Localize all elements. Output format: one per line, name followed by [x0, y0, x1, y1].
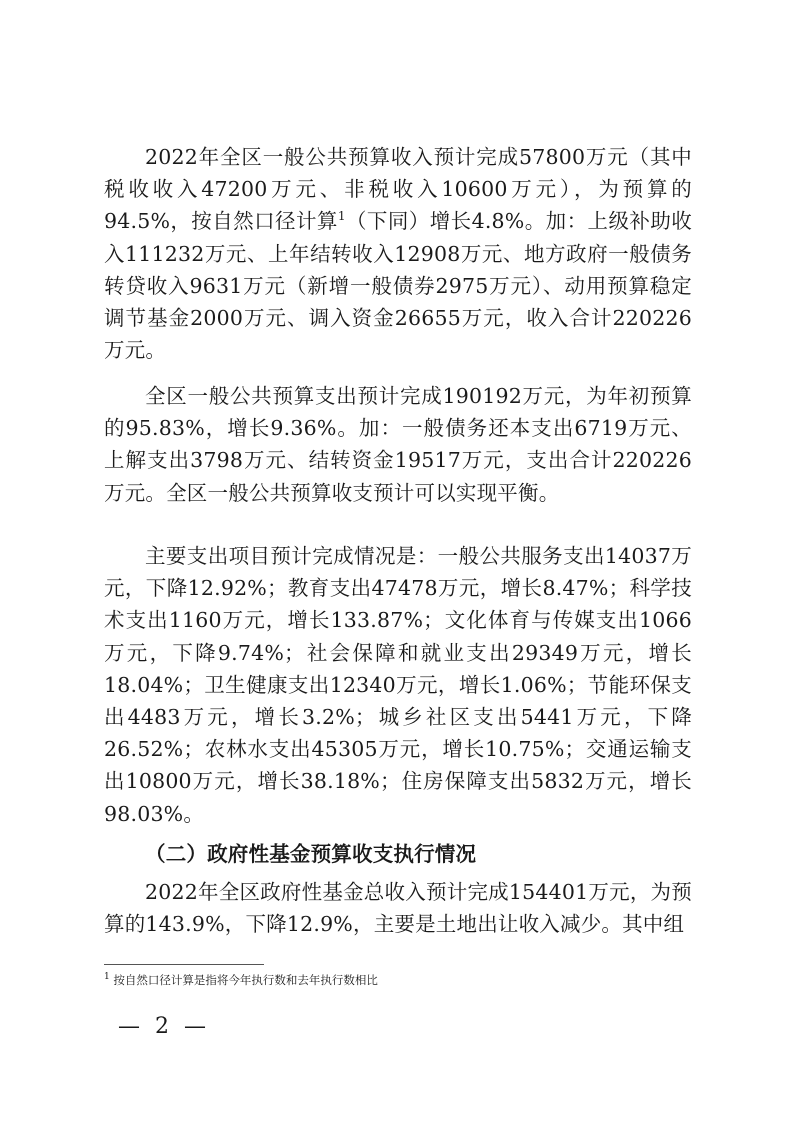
- paragraph-text-continued: （下同）增长4.8%。加：上级补助收入111232万元、上年结转收入12908万元、地方政府一般债务转贷收入9631万元（新增一般债券2975万元）、动用预算稳定调节基金2000万元、调入资金26655万元，收入合计220226万元。: [104, 209, 692, 363]
- footnote-separator: [104, 964, 264, 965]
- footnote-reference[interactable]: 1: [337, 209, 346, 224]
- page-number: — 2 —: [118, 1014, 210, 1039]
- paragraph-general-budget-revenue: [104, 141, 692, 366]
- paragraph-major-expenditure-items: 主要支出项目预计完成情况是：一般公共服务支出14037万元，下降12.92%；教育支出47478万元，增长8.47%；科学技术支出1160万元，增长133.87%；文化体育与传媒支出1066万元，下降9.74%；社会保障和就业支出29349万元，增长18.04%；卫生健康支出12340万元，增长1.06%；节能环保支出4483万元，增长3.2%；城乡社区支出5441万元，下降26.52%；农林水支出45305万元，增长10.75%；交通运输支出10800万元，增长38.18%；住房保障支出5832万元，增长98.03%。: [104, 544, 692, 826]
- paragraph-text: 2022年全区一般公共预算收入预计完成57800万元（其中税收收入47200万元、非税收入10600万元），为预算的94.5%，按自然口径计算: [104, 145, 692, 234]
- footnote-marker: 1: [104, 972, 110, 983]
- footnote-text: 按自然口径计算是指将今年执行数和去年执行数相比: [113, 973, 378, 987]
- footnote: [104, 972, 692, 988]
- section-heading: （二）政府性基金预算收支执行情况: [145, 842, 477, 866]
- paragraph-general-budget-expenditure: 全区一般公共预算支出预计完成190192万元，为年初预算的95.83%，增长9.36%。加：一般债务还本支出6719万元、上解支出3798万元、结转资金19517万元，支出合计220226万元。全区一般公共预算收支预计可以实现平衡。: [104, 384, 692, 505]
- paragraph-government-fund-revenue: 2022年全区政府性基金总收入预计完成154401万元，为预算的143.9%，下降12.9%，主要是土地出让收入减少。其中组: [104, 880, 692, 937]
